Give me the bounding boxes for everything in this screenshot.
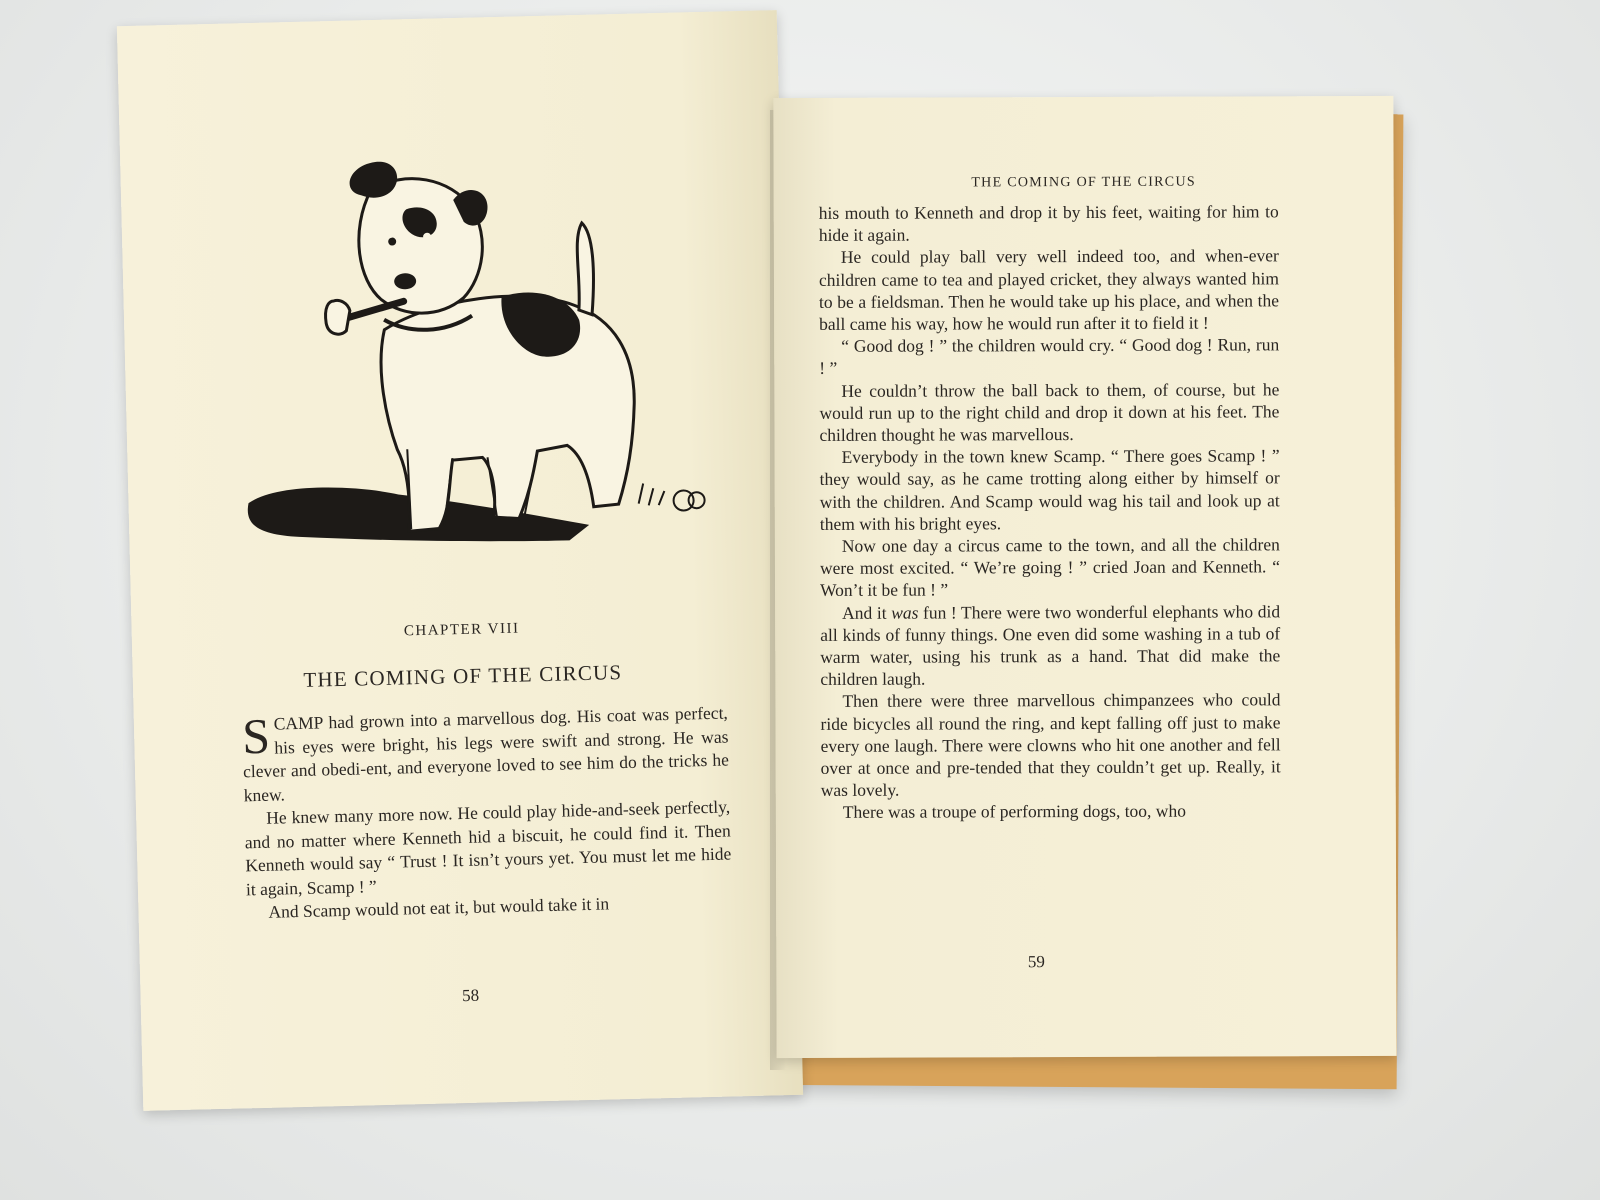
paragraph: He knew many more now. He could play hide-and-seek perfectly, and no matter where Kenneth hid a biscuit, he could find it. Then Kenneth would say “ Trust ! It isn’t yours yet. You must let me hide it again, Scamp ! ” (244, 796, 732, 899)
left-page-body (242, 702, 733, 925)
paragraph: And Scamp would not eat it, but would take it in (268, 893, 610, 922)
paragraph: He couldn’t throw the ball back to them, of course, but he would run up to the right child and drop it down at his feet. The children thought he was marvellous. (819, 378, 1280, 445)
paragraph-text: CAMP had grown into a marvellous dog. His coat was perfect, his eyes were bright, his legs were swift and strong. He was clever and obedi-ent, and everyone loved to see him do the tricks he knew. (242, 702, 730, 805)
chapter-number: CHAPTER VIII (403, 620, 520, 640)
chapter-title: THE COMING OF THE CIRCUS (303, 660, 623, 692)
italic-word: was (891, 602, 919, 623)
paragraph-text: fun ! There were two wonderful elephants who did all kinds of funny things. One even did some washing in a tub of warm water, using his trunk as a hand. That did make the children laugh. (820, 600, 1281, 690)
paragraph: Now one day a circus came to the town, and all the children were most excited. “ We’re going ! ” cried Joan and Kenneth. “ Won’t it be fun ! ” (819, 534, 1280, 601)
left-page (117, 10, 803, 1111)
paragraph (242, 702, 730, 808)
paragraph-text: And it (842, 602, 892, 623)
paragraph: He could play ball very well indeed too, and when-ever children came to tea and played cricket, they always wanted him to be a fieldsman. Then he would take up his place, and when the ball came his way, how he would run after it to field it ! (818, 245, 1280, 334)
right-page-body (819, 200, 1281, 823)
right-page (773, 96, 1396, 1058)
paragraph: his mouth to Kenneth and drop it by his feet, waiting for him to hide it again. (818, 201, 1279, 246)
paragraph (820, 600, 1280, 690)
page-number-right: 59 (1027, 952, 1045, 972)
paragraph: Everybody in the town knew Scamp. “ There goes Scamp ! ” they would say, as he came trotting along either by himself or with the children. And Scamp would wag his tail and look up at them with his bright eyes. (819, 445, 1280, 534)
paragraph: There was a troupe of performing dogs, too, who (842, 801, 1186, 823)
terrier-illustration (230, 142, 720, 574)
paragraph: “ Good dog ! ” the children would cry. “ Good dog ! Run, run ! ” (819, 334, 1280, 379)
drop-cap: S (241, 707, 271, 765)
paragraph: Then there were three marvellous chimpanzees who could ride bicycles all round the ring, and kept falling off just to make every one laugh. There were clowns who hit one another and fell over at once and pre-tended that they couldn’t get up. Really, it was lovely. (820, 689, 1281, 801)
page-number-left: 58 (461, 985, 480, 1006)
running-head: THE COMING OF THE CIRCUS (971, 174, 1196, 191)
